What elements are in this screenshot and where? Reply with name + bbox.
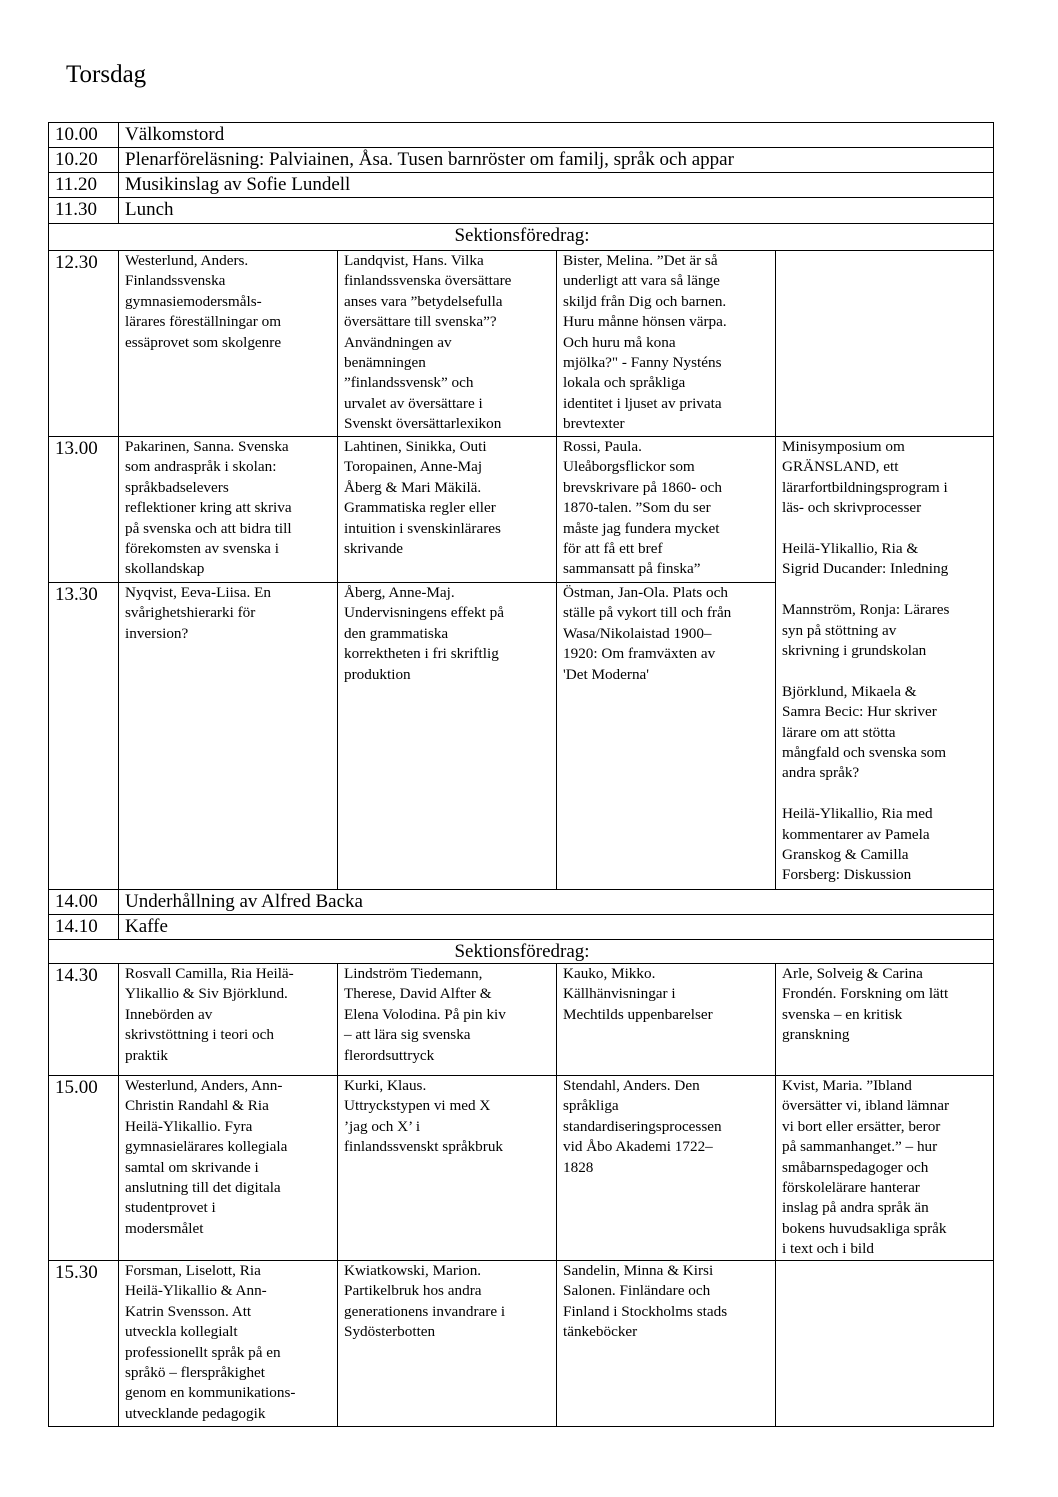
time-cell: 13.00 [49, 437, 119, 583]
talk-line: Kwiatkowski, Marion. [344, 1262, 482, 1279]
talk-line: brevskrivare på 1860- och [563, 478, 722, 496]
time-cell: 15.00 [49, 1076, 119, 1261]
talk-line: Frondén. Forskning om lätt [782, 985, 949, 1003]
talk-line: inversion? [125, 624, 189, 642]
talk-line: Heilä-Ylikallio & Ann- [125, 1282, 267, 1300]
talk-line: Källhänvisningar i [563, 985, 676, 1003]
talk-line: Björklund, Mikaela & [782, 682, 917, 700]
talk-cell [119, 1261, 338, 1427]
talk-line: lärare om att stötta [782, 723, 896, 741]
talk-line: Sydösterbotten [344, 1323, 436, 1341]
talk-line: skollandskap [125, 560, 205, 578]
symposium-cell [776, 437, 994, 890]
talk-cell [557, 1261, 776, 1427]
talk-line: 1920: Om framväxten av [563, 645, 716, 663]
section-heading-row [49, 224, 994, 251]
talk-line: läs- och skrivprocesser [782, 499, 922, 517]
talk-line: språkliga [563, 1097, 619, 1115]
talk-line: språkbadselevers [125, 478, 229, 496]
talk-line: gymnasiemodersmåls- [125, 292, 262, 310]
section-heading: Sektionsföredrag: [49, 224, 994, 251]
talk-line: samtal om skrivande i [125, 1158, 259, 1176]
section-heading: Sektionsföredrag: [49, 940, 994, 964]
talk-line: ”finlandssvensk” och [344, 374, 474, 392]
talk-line: vi bort eller ersätter, beror [782, 1117, 941, 1135]
schedule-row-1000 [49, 123, 994, 148]
talk-line: Christin Randahl & Ria [125, 1097, 269, 1115]
talk-cell-empty [776, 1261, 994, 1427]
talk-line: gymnasielärares kollegiala [125, 1138, 288, 1156]
talk-cell [119, 1076, 338, 1261]
talk-cell [557, 437, 776, 583]
talk-line: svårighetshierarki för [125, 604, 256, 622]
talk-line: Westerlund, Anders, Ann- [125, 1077, 283, 1094]
talk-line: lokala och språkliga [563, 374, 686, 392]
schedule-row-1400 [49, 890, 994, 915]
talk-line: som andraspråk i skolan: [125, 458, 277, 476]
time-cell: 14.00 [49, 890, 119, 915]
talk-line: produktion [344, 665, 411, 683]
talk-line: korrektheten i fri skriftlig [344, 645, 499, 663]
talk-line: brevtexter [563, 415, 625, 433]
talk-line: inslag på andra språk än [782, 1199, 929, 1217]
talk-cell [776, 1076, 994, 1261]
talk-line: Östman, Jan-Ola. Plats och [563, 584, 728, 601]
talk-line: identitet i ljuset av privata [563, 394, 722, 412]
activity-cell: Kaffe [119, 915, 994, 940]
talk-line: skiljd från Dig och barnen. [563, 292, 727, 310]
symposium-intro [782, 437, 989, 519]
talk-line: reflektioner kring att skriva [125, 499, 292, 517]
talk-line: genom en kommunikations- [125, 1384, 296, 1402]
talk-line: urvalet av översättare i [344, 394, 483, 412]
talk-cell [119, 251, 338, 437]
talk-line: kommentarer av Pamela [782, 825, 930, 843]
talk-line: skrivstöttning i teori och [125, 1026, 274, 1044]
talk-line: förekomsten av svenska i [125, 540, 279, 558]
talk-line: Toropainen, Anne-Maj [344, 458, 483, 476]
talk-line: Westerlund, Anders. [125, 252, 249, 269]
talk-line: ställe på vykort till och från [563, 604, 732, 622]
talk-line: sammansatt på finska” [563, 560, 701, 578]
talk-line: Salonen. Finländare och [563, 1282, 711, 1300]
talk-line: Grammatiska regler eller [344, 499, 496, 517]
symposium-talk [782, 804, 989, 886]
symposium-talk [782, 600, 989, 661]
talk-line: 'Det Moderna' [563, 665, 650, 683]
time-cell: 14.30 [49, 964, 119, 1076]
talk-line: den grammatiska [344, 624, 449, 642]
talk-line: Finlandssvenska [125, 272, 226, 290]
talk-line: Heilä-Ylikallio, Ria & [782, 540, 919, 558]
talk-line: tänkeböcker [563, 1323, 638, 1341]
talk-line: översätter vi, ibland lämnar [782, 1097, 950, 1115]
talk-line: på sammanhanget.” – hur [782, 1138, 938, 1156]
talk-line: professionellt språk på en [125, 1343, 281, 1361]
talk-line: generationens invandrare i [344, 1302, 506, 1320]
talk-line: Uttryckstypen vi med X [344, 1097, 491, 1115]
talk-line: Elena Volodina. På pin kiv [344, 1005, 506, 1023]
talk-line: Arle, Solveig & Carina [782, 965, 923, 982]
talk-line: lärares föreställningar om [125, 313, 282, 331]
talk-line: Samra Becic: Hur skriver [782, 703, 937, 721]
talk-cell [338, 583, 557, 890]
talk-line: Lindström Tiedemann, [344, 965, 483, 982]
section-heading-row [49, 940, 994, 964]
talk-line: vid Åbo Akademi 1722– [563, 1138, 713, 1156]
talk-line: Stendahl, Anders. Den [563, 1077, 700, 1094]
symposium-talk [782, 682, 989, 784]
talk-line: skrivande [344, 540, 404, 558]
talk-line: andra språk? [782, 764, 860, 782]
activity-cell: Underhållning av Alfred Backa [119, 890, 994, 915]
talk-line: anses vara ”betydelsefulla [344, 292, 503, 310]
talk-line: mångfald och svenska som [782, 744, 947, 762]
talk-line: benämningen [344, 354, 426, 372]
talk-line: Kvist, Maria. ”Ibland [782, 1077, 912, 1094]
talk-line: standardiseringsprocessen [563, 1117, 722, 1135]
talk-line: översättare till svenska”? [344, 313, 497, 331]
talk-line: Kurki, Klaus. [344, 1077, 427, 1094]
talk-line: Nyqvist, Eeva-Liisa. En [125, 584, 271, 601]
talk-cell [557, 964, 776, 1076]
schedule-row-1300 [49, 437, 994, 583]
talk-line: anslutning till det digitala [125, 1179, 281, 1197]
talk-line: på svenska och att bidra till [125, 519, 292, 537]
talk-line: underligt att vara så länge [563, 272, 720, 290]
time-cell: 14.10 [49, 915, 119, 940]
talk-line: mjölka?" - Fanny Nysténs [563, 354, 722, 372]
talk-line: Undervisningens effekt på [344, 604, 504, 622]
talk-line: Heilä-Ylikallio, Ria med [782, 805, 933, 823]
talk-line: förskolelärare hanterar [782, 1179, 920, 1197]
talk-line: Sigrid Ducander: Inledning [782, 560, 949, 578]
time-cell: 12.30 [49, 251, 119, 437]
talk-line: Partikelbruk hos andra [344, 1282, 482, 1300]
talk-line: språkö – flerspråkighet [125, 1364, 266, 1382]
time-cell: 11.30 [49, 198, 119, 224]
talk-line: ’jag och X’ i [344, 1117, 421, 1135]
talk-line: Bister, Melina. ”Det är så [563, 252, 718, 269]
talk-cell [338, 964, 557, 1076]
talk-line: modersmålet [125, 1219, 204, 1237]
symposium-talk [782, 539, 989, 580]
talk-cell [557, 251, 776, 437]
talk-line: 1870-talen. ”Som du ser [563, 499, 711, 517]
talk-line: Forsberg: Diskussion [782, 866, 912, 884]
talk-cell [119, 964, 338, 1076]
talk-line: Ylikallio & Siv Björklund. [125, 985, 288, 1003]
schedule-row-1410 [49, 915, 994, 940]
talk-line: Forsman, Liselott, Ria [125, 1262, 261, 1279]
talk-line: Uleåborgsflickor som [563, 458, 695, 476]
time-cell: 13.30 [49, 583, 119, 890]
schedule-row-1430 [49, 964, 994, 1076]
talk-line: GRÄNSLAND, ett [782, 458, 899, 476]
talk-line: Huru månne hönsen värpa. [563, 313, 727, 331]
talk-cell [557, 583, 776, 890]
talk-line: lärarfortbildningsprogram i [782, 478, 948, 496]
talk-line: Finland i Stockholms stads [563, 1302, 728, 1320]
talk-line: studentprovet i [125, 1199, 216, 1217]
talk-line: Svenskt översättarlexikon [344, 415, 502, 433]
talk-line: Lahtinen, Sinikka, Outi [344, 438, 487, 455]
activity-cell: Plenarföreläsning: Palviainen, Åsa. Tusen barnröster om familj, språk och appar [119, 148, 994, 173]
talk-line: praktik [125, 1046, 169, 1064]
talk-line: essäprovet som skolgenre [125, 333, 282, 351]
talk-line: Granskog & Camilla [782, 846, 909, 864]
schedule-row-1130 [49, 198, 994, 224]
talk-line: Och huru må kona [563, 333, 676, 351]
talk-line: finlandssvenskt språkbruk [344, 1138, 504, 1156]
talk-cell [776, 964, 994, 1076]
talk-line: Katrin Svensson. Att [125, 1302, 252, 1320]
talk-line: Therese, David Alfter & [344, 985, 492, 1003]
talk-line: Sandelin, Minna & Kirsi [563, 1262, 714, 1279]
schedule-table [48, 122, 994, 1427]
talk-cell [338, 437, 557, 583]
talk-line: syn på stöttning av [782, 621, 897, 639]
talk-line: Rosvall Camilla, Ria Heilä- [125, 965, 294, 982]
talk-line: Åberg & Mari Mäkilä. [344, 478, 482, 496]
talk-line: Innebörden av [125, 1005, 213, 1023]
talk-line: utveckla kollegialt [125, 1323, 238, 1341]
talk-line: i text och i bild [782, 1240, 874, 1258]
time-cell: 10.20 [49, 148, 119, 173]
talk-line: 1828 [563, 1158, 594, 1176]
talk-cell [338, 1261, 557, 1427]
talk-line: för att få ett bref [563, 540, 663, 558]
talk-line: Åberg, Anne-Maj. [344, 584, 455, 601]
talk-line: flerordsuttryck [344, 1046, 435, 1064]
talk-line: Mannström, Ronja: Lärares [782, 601, 950, 619]
talk-cell [119, 583, 338, 890]
talk-line: Minisymposium om [782, 438, 905, 455]
schedule-row-1530 [49, 1261, 994, 1427]
talk-line: Användningen av [344, 333, 452, 351]
talk-line: Landqvist, Hans. Vilka [344, 252, 484, 269]
talk-cell-empty [776, 251, 994, 437]
talk-line: – att lära sig svenska [344, 1026, 471, 1044]
activity-cell: Musikinslag av Sofie Lundell [119, 173, 994, 198]
time-cell: 10.00 [49, 123, 119, 148]
schedule-row-1230 [49, 251, 994, 437]
talk-line: utvecklande pedagogik [125, 1404, 266, 1422]
talk-line: Kauko, Mikko. [563, 965, 656, 982]
talk-line: Heilä-Ylikallio. Fyra [125, 1117, 253, 1135]
talk-cell [338, 251, 557, 437]
talk-line: Mechtilds uppenbarelser [563, 1005, 713, 1023]
page-title: Torsdag [66, 61, 147, 88]
talk-line: skrivning i grundskolan [782, 642, 927, 660]
talk-line: bokens huvudsakliga språk [782, 1219, 947, 1237]
talk-cell [557, 1076, 776, 1261]
talk-line: intuition i svenskinlärares [344, 519, 501, 537]
talk-line: måste jag fundera mycket [563, 519, 720, 537]
talk-line: svenska – en kritisk [782, 1005, 903, 1023]
activity-cell: Välkomstord [119, 123, 994, 148]
talk-line: finlandssvenska översättare [344, 272, 512, 290]
time-cell: 15.30 [49, 1261, 119, 1427]
talk-line: Pakarinen, Sanna. Svenska [125, 438, 289, 455]
talk-line: småbarnspedagoger och [782, 1158, 929, 1176]
schedule-row-1020 [49, 148, 994, 173]
talk-cell [119, 437, 338, 583]
talk-cell [338, 1076, 557, 1261]
talk-line: Rossi, Paula. [563, 438, 642, 455]
schedule-row-1500 [49, 1076, 994, 1261]
talk-line: granskning [782, 1026, 850, 1044]
talk-line: Wasa/Nikolaistad 1900– [563, 624, 712, 642]
time-cell: 11.20 [49, 173, 119, 198]
schedule-row-1120 [49, 173, 994, 198]
activity-cell: Lunch [119, 198, 994, 224]
